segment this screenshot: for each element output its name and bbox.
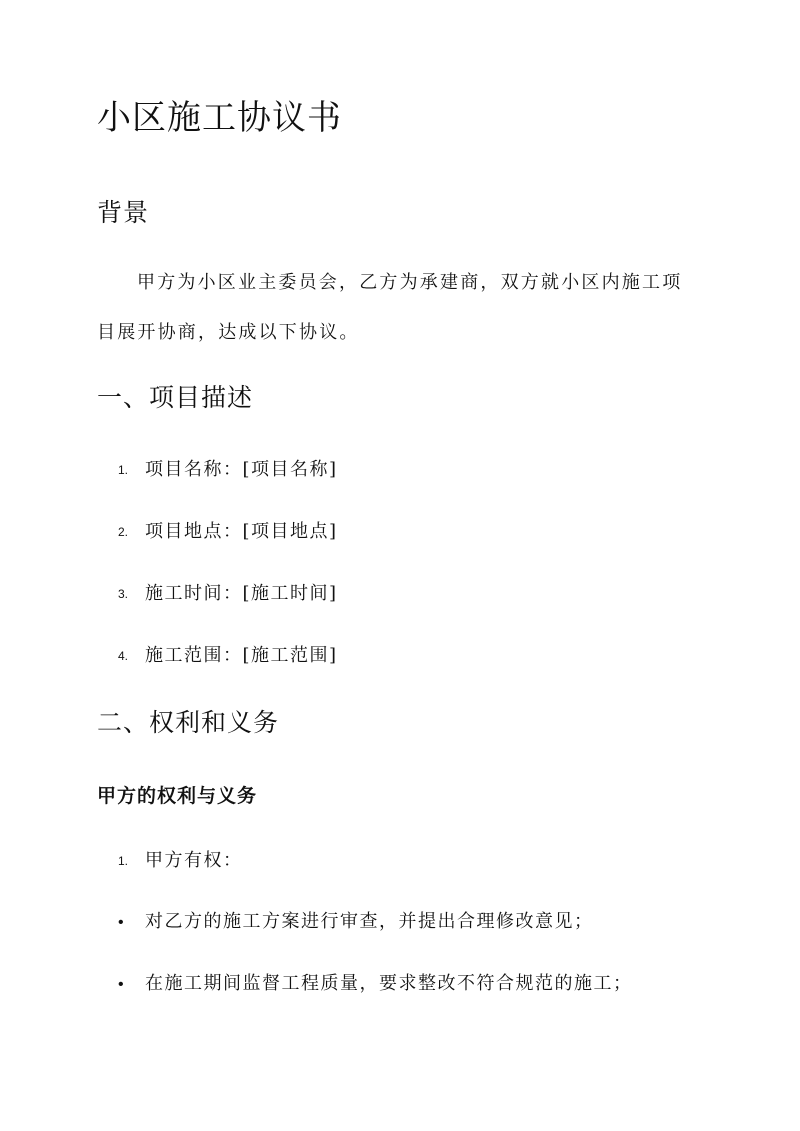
list-item — [118, 519, 338, 545]
list-item — [118, 848, 243, 874]
list-number: 3. — [118, 587, 129, 601]
list-item — [118, 581, 338, 607]
bullet-item-text: 在施工期间监督工程质量，要求整改不符合规范的施工； — [145, 973, 633, 994]
bullet-marker: • — [118, 914, 124, 931]
list-item-text: 甲方有权： — [145, 850, 243, 871]
subsection-heading-party-a: 甲方的权利与义务 — [97, 785, 258, 807]
list-number: 2. — [118, 525, 129, 539]
section-heading-background: 背景 — [97, 198, 150, 227]
document-title: 小区施工协议书 — [97, 98, 342, 138]
list-item-text: 施工范围：[施工范围] — [145, 645, 338, 666]
bullet-marker: • — [118, 976, 124, 993]
list-number: 1. — [118, 463, 129, 477]
list-number: 1. — [118, 854, 129, 868]
section-heading-rights-and-obligations: 二、权利和义务 — [97, 708, 280, 737]
list-number: 4. — [118, 649, 129, 663]
background-paragraph-line-2: 目展开协商，达成以下协议。 — [97, 322, 360, 343]
bullet-item — [118, 971, 633, 998]
background-paragraph-line-1: 甲方为小区业主委员会，乙方为承建商，双方就小区内施工项 — [137, 272, 683, 293]
list-item — [118, 457, 338, 483]
list-item-text: 施工时间：[施工时间] — [145, 583, 338, 604]
list-item — [118, 643, 338, 669]
section-heading-project-description: 一、项目描述 — [97, 383, 254, 412]
list-item-text: 项目地点：[项目地点] — [145, 521, 338, 542]
bullet-item — [118, 909, 594, 936]
bullet-item-text: 对乙方的施工方案进行审查，并提出合理修改意见； — [145, 911, 594, 932]
list-item-text: 项目名称：[项目名称] — [145, 459, 338, 480]
